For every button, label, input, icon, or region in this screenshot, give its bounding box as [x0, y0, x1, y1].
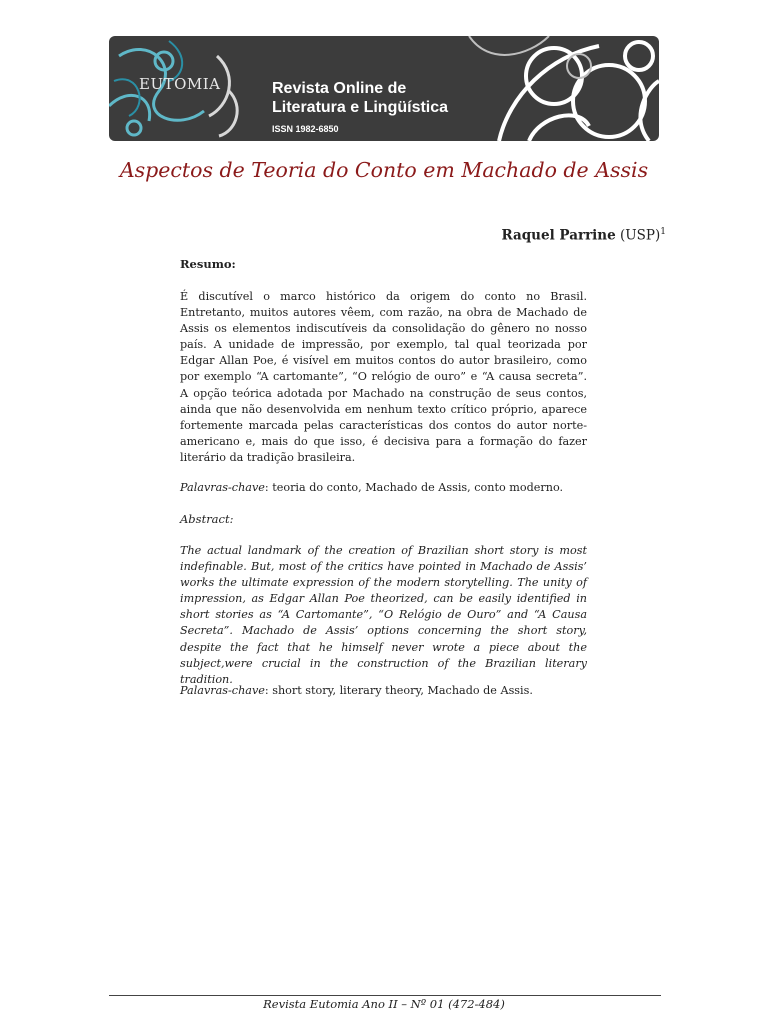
keywords-pt [180, 480, 587, 496]
abstract-paragraph: The actual landmark of the creation of Brazilian short story is most indefinable. But, most of the critics have pointed in Machado de Assis’ works the ultimate expression of the modern storytelling. The unity of impression, as Edgar Allan Poe theorized, can be easily identified in short stories as “A Cartomante”, “O Relógio de Ouro” and “A Causa Secreta”. Machado de Assis’ options concerning the short story, despite the fact that he himself never wrote a piece about the subject,were crucial in the construction of the Brazilian literary tradition. [180, 544, 587, 686]
keywords-label: Palavras-chave [180, 684, 265, 697]
page-footer: Revista Eutomia Ano II – Nº 01 (472-484) [263, 997, 505, 1011]
author-line [501, 227, 666, 244]
article-title: Aspectos de Teoria do Conto em Machado de Assis [119, 158, 649, 182]
journal-title-line1: Revista Online de [272, 80, 407, 97]
resumo-heading: Resumo: [180, 257, 236, 271]
footnote-marker[interactable]: 1 [660, 227, 666, 237]
keywords-label: Palavras-chave [180, 481, 265, 494]
keywords-en [180, 683, 587, 699]
journal-title-line2: Literatura e Lingüística [272, 99, 449, 116]
keywords-text: : short story, literary theory, Machado de Assis. [264, 684, 533, 697]
resumo-paragraph: É discutível o marco histórico da origem do conto no Brasil. Entretanto, muitos autores vêem, com razão, na obra de Machado de Assis os elementos indiscutíveis da consolidação do gênero no nosso país. A unidade de impressão, por exemplo, tal qual teorizada por Edgar Allan Poe, é visível em muitos contos do autor brasileiro, como por exemplo “A cartomante”, “O relógio de ouro” e “A causa secreta”. A opção teórica adotada por Machado na construção de seus contos, ainda que não desenvolvida em nenhum texto crítico próprio, aparece fortemente marcada pelas características dos contos do autor norte-americano e, mais do que isso, é decisiva para a formação do fazer literário da tradição brasileira. [180, 290, 587, 464]
issn-label: ISSN 1982-6850 [272, 124, 339, 134]
author-name: Raquel Parrine [501, 227, 616, 244]
abstract-heading: Abstract: [180, 512, 234, 526]
journal-banner [109, 36, 659, 141]
keywords-text: : teoria do conto, Machado de Assis, conto moderno. [264, 481, 564, 494]
footer-divider [109, 995, 661, 996]
author-affiliation: (USP) [620, 227, 661, 244]
brand-logo-text: EUTOMIA [139, 75, 221, 93]
